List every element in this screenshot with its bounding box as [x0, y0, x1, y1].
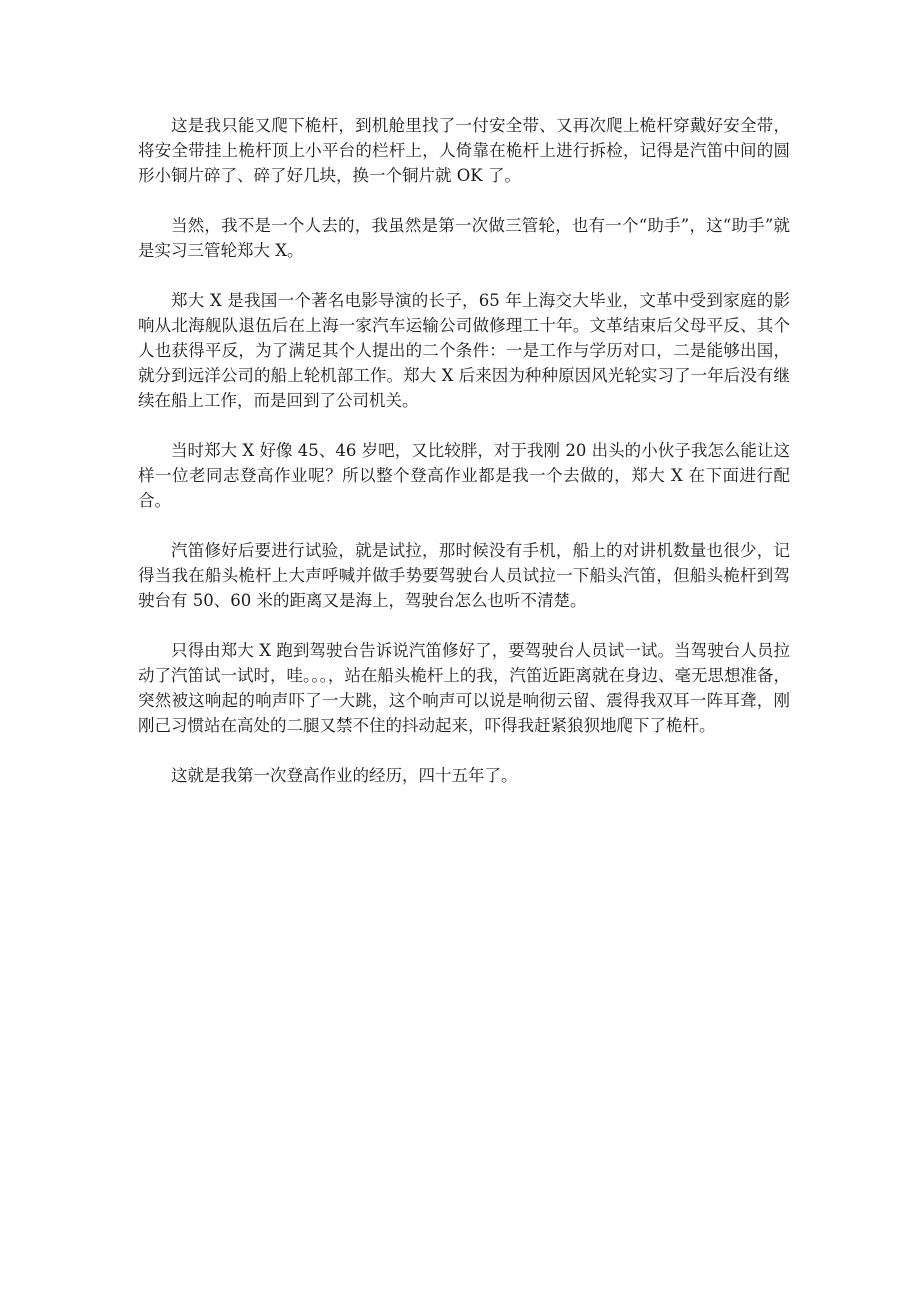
document-body: [138, 113, 790, 813]
paragraph-2: 当然，我不是一个人去的，我虽然是第一次做三管轮，也有一个“助手”，这“助手”就是实习三管轮郑大 X。: [138, 216, 790, 260]
paragraph-6: 只得由郑大 X 跑到驾驶台告诉说汽笛修好了，要驾驶台人员试一试。当驾驶台人员拉动了汽笛试一试时，哇。。。，站在船头桅杆上的我，汽笛近距离就在身边、毫无思想准备，突然被这响起的响声吓了一大跳，这个响声可以说是响彻云留、震得我双耳一阵耳聋，刚刚己习惯站在高处的二腿又禁不住的抖动起来，吓得我赶紧狼狈地爬下了桅杆。: [138, 641, 790, 735]
paragraph-3: 郑大 X 是我国一个著名电影导演的长子，65 年上海交大毕业，文革中受到家庭的影响从北海舰队退伍后在上海一家汽车运输公司做修理工十年。文革结束后父母平反、其个人也获得平反，为了满足其个人提出的二个条件：一是工作与学历对口，二是能够出国，就分到远洋公司的船上轮机部工作。郑大 X 后来因为种种原因风光轮实习了一年后没有继续在船上工作，而是回到了公司机关。: [138, 291, 790, 410]
paragraph-7: 这就是我第一次登高作业的经历，四十五年了。: [171, 766, 518, 785]
paragraph-5: 汽笛修好后要进行试验，就是试拉，那时候没有手机，船上的对讲机数量也很少，记得当我在船头桅杆上大声呼喊并做手势要驾驶台人员试拉一下船头汽笛，但船头桅杆到驾驶台有 50、60 米的距离又是海上，驾驶台怎么也听不清楚。: [138, 541, 790, 610]
paragraph-4: 当时郑大 X 好像 45、46 岁吧，又比较胖，对于我刚 20 出头的小伙子我怎么能让这样一位老同志登高作业呢？所以整个登高作业都是我一个去做的，郑大 X 在下面进行配合。: [138, 441, 790, 510]
paragraph-1: 这是我只能又爬下桅杆，到机舱里找了一付安全带、又再次爬上桅杆穿戴好安全带，将安全带挂上桅杆顶上小平台的栏杆上，人倚靠在桅杆上进行拆检，记得是汽笛中间的圆形小铜片碎了、碎了好几块，换一个铜片就 OK 了。: [138, 116, 790, 185]
